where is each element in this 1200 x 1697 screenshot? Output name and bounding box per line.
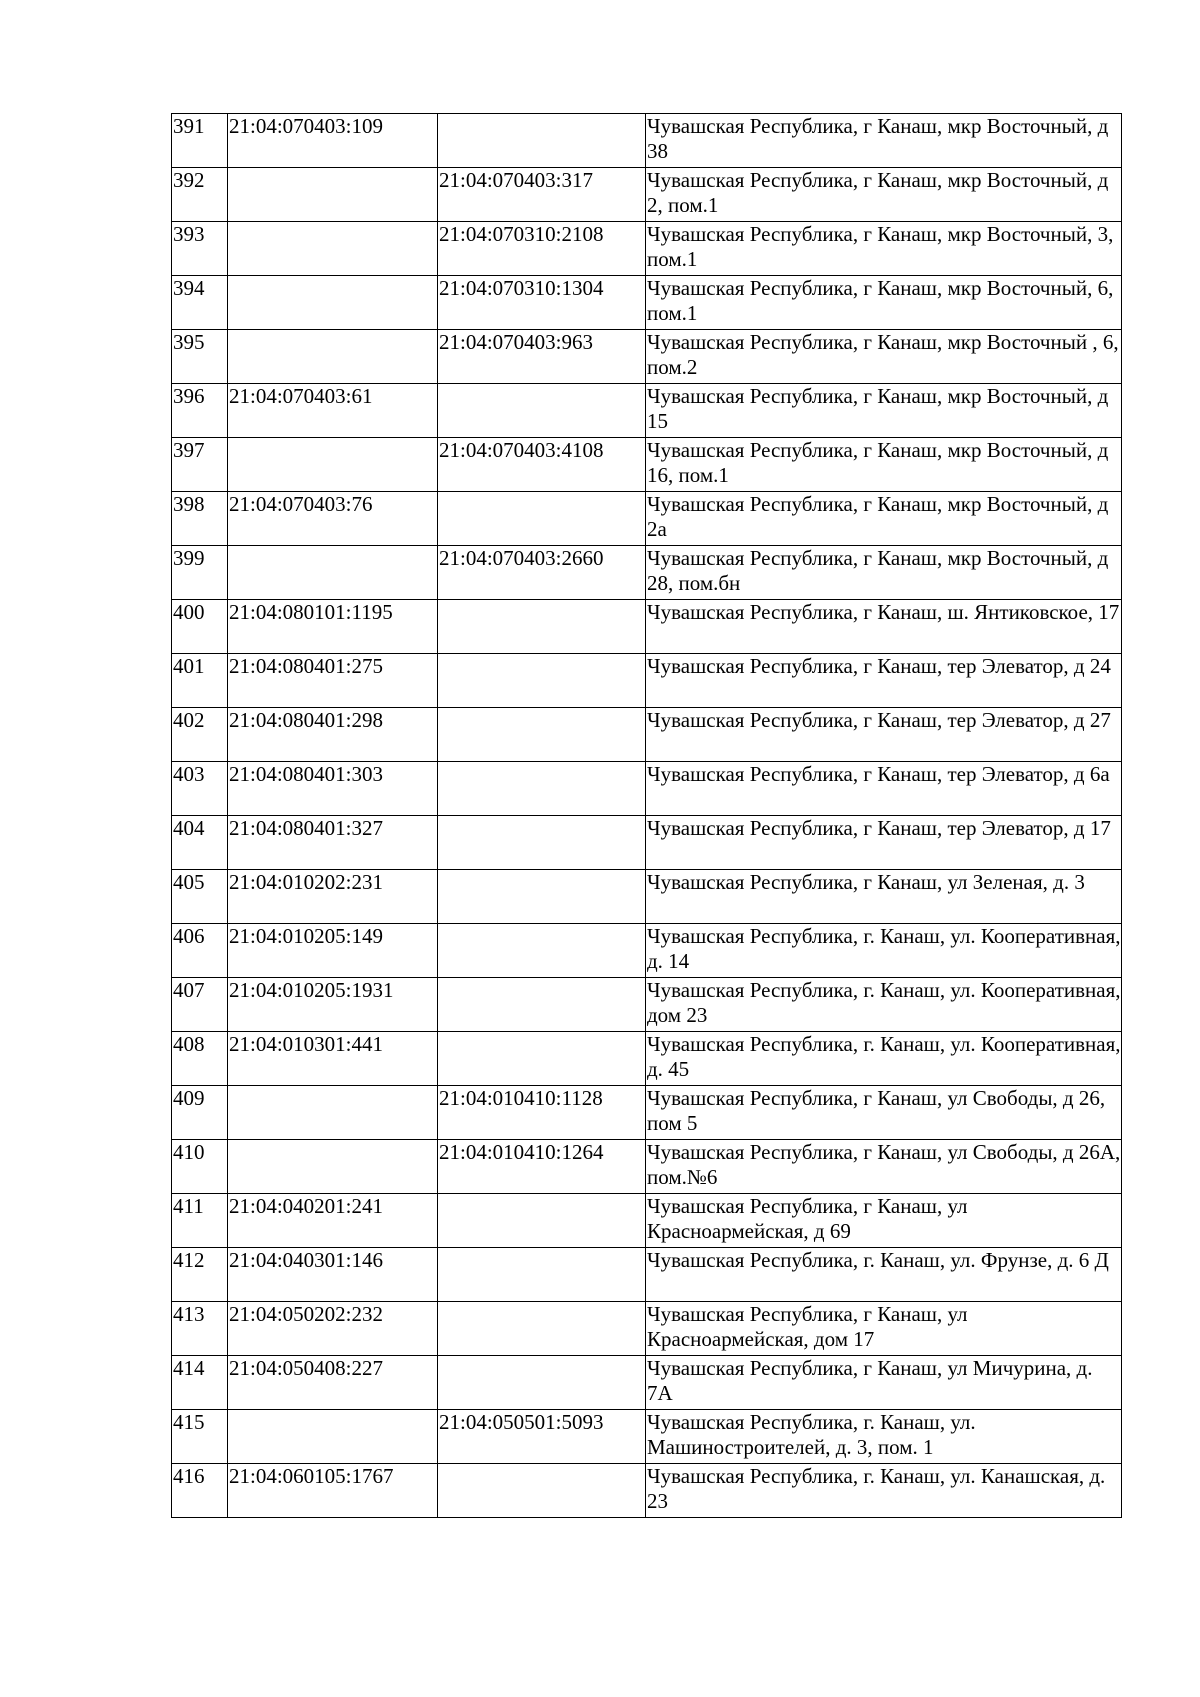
address-cell: Чувашская Республика, г Канаш, мкр Восточный, д 2, пом.1	[646, 168, 1122, 222]
address-cell: Чувашская Республика, г. Канаш, ул. Кооперативная, д. 45	[646, 1032, 1122, 1086]
premises-cadastral-number-cell: 21:04:070310:2108	[438, 222, 646, 276]
row-number-cell: 416	[172, 1464, 228, 1518]
premises-cadastral-number-cell	[438, 600, 646, 654]
cadastral-number-cell: 21:04:040301:146	[228, 1248, 438, 1302]
cadastral-number-cell: 21:04:010202:231	[228, 870, 438, 924]
table-row	[172, 1248, 1122, 1302]
row-number-cell: 407	[172, 978, 228, 1032]
row-number-cell: 393	[172, 222, 228, 276]
table-row	[172, 654, 1122, 708]
address-cell: Чувашская Республика, г Канаш, мкр Восточный, д 15	[646, 384, 1122, 438]
premises-cadastral-number-cell	[438, 1248, 646, 1302]
table-row	[172, 1194, 1122, 1248]
table-row	[172, 708, 1122, 762]
row-number-cell: 400	[172, 600, 228, 654]
cadastral-number-cell: 21:04:080401:327	[228, 816, 438, 870]
premises-cadastral-number-cell: 21:04:070403:2660	[438, 546, 646, 600]
row-number-cell: 410	[172, 1140, 228, 1194]
cadastral-number-cell: 21:04:010205:149	[228, 924, 438, 978]
address-cell: Чувашская Республика, г Канаш, ул Мичурина, д. 7А	[646, 1356, 1122, 1410]
address-cell: Чувашская Республика, г Канаш, мкр Восточный , 6, пом.2	[646, 330, 1122, 384]
cadastral-number-cell	[228, 1140, 438, 1194]
cadastral-number-cell	[228, 330, 438, 384]
premises-cadastral-number-cell: 21:04:050501:5093	[438, 1410, 646, 1464]
cadastral-number-cell: 21:04:080101:1195	[228, 600, 438, 654]
table-row	[172, 1140, 1122, 1194]
address-cell: Чувашская Республика, г. Канаш, ул. Кооперативная, д. 14	[646, 924, 1122, 978]
cadastral-number-cell	[228, 1086, 438, 1140]
premises-cadastral-number-cell	[438, 708, 646, 762]
row-number-cell: 404	[172, 816, 228, 870]
table-row	[172, 1464, 1122, 1518]
premises-cadastral-number-cell: 21:04:010410:1264	[438, 1140, 646, 1194]
cadastral-number-cell: 21:04:080401:303	[228, 762, 438, 816]
premises-cadastral-number-cell	[438, 1194, 646, 1248]
cadastral-number-cell	[228, 1410, 438, 1464]
cadastral-number-cell: 21:04:070403:76	[228, 492, 438, 546]
table-row	[172, 438, 1122, 492]
row-number-cell: 398	[172, 492, 228, 546]
address-cell: Чувашская Республика, г Канаш, ул Свободы, д 26А, пом.№6	[646, 1140, 1122, 1194]
address-cell: Чувашская Республика, г Канаш, ул Красноармейская, д 69	[646, 1194, 1122, 1248]
table-row	[172, 600, 1122, 654]
address-cell: Чувашская Республика, г Канаш, ул Свободы, д 26, пом 5	[646, 1086, 1122, 1140]
table-row	[172, 168, 1122, 222]
registry-table	[171, 113, 1122, 1518]
table-row	[172, 1356, 1122, 1410]
premises-cadastral-number-cell	[438, 1464, 646, 1518]
cadastral-number-cell	[228, 168, 438, 222]
row-number-cell: 413	[172, 1302, 228, 1356]
row-number-cell: 406	[172, 924, 228, 978]
row-number-cell: 412	[172, 1248, 228, 1302]
row-number-cell: 405	[172, 870, 228, 924]
premises-cadastral-number-cell	[438, 654, 646, 708]
premises-cadastral-number-cell	[438, 762, 646, 816]
registry-table-body	[172, 114, 1122, 1518]
table-row	[172, 978, 1122, 1032]
cadastral-number-cell: 21:04:070403:109	[228, 114, 438, 168]
table-row	[172, 384, 1122, 438]
cadastral-number-cell: 21:04:040201:241	[228, 1194, 438, 1248]
table-row	[172, 762, 1122, 816]
row-number-cell: 391	[172, 114, 228, 168]
table-row	[172, 330, 1122, 384]
premises-cadastral-number-cell	[438, 870, 646, 924]
premises-cadastral-number-cell	[438, 1032, 646, 1086]
premises-cadastral-number-cell	[438, 924, 646, 978]
premises-cadastral-number-cell: 21:04:070403:317	[438, 168, 646, 222]
row-number-cell: 392	[172, 168, 228, 222]
cadastral-number-cell: 21:04:080401:298	[228, 708, 438, 762]
address-cell: Чувашская Республика, г. Канаш, ул. Машиностроителей, д. 3, пом. 1	[646, 1410, 1122, 1464]
row-number-cell: 414	[172, 1356, 228, 1410]
row-number-cell: 411	[172, 1194, 228, 1248]
row-number-cell: 397	[172, 438, 228, 492]
cadastral-number-cell	[228, 276, 438, 330]
cadastral-number-cell: 21:04:070403:61	[228, 384, 438, 438]
address-cell: Чувашская Республика, г Канаш, мкр Восточный, д 38	[646, 114, 1122, 168]
cadastral-number-cell: 21:04:050202:232	[228, 1302, 438, 1356]
row-number-cell: 402	[172, 708, 228, 762]
row-number-cell: 408	[172, 1032, 228, 1086]
address-cell: Чувашская Республика, г Канаш, тер Элеватор, д 6а	[646, 762, 1122, 816]
table-row	[172, 1410, 1122, 1464]
cadastral-number-cell	[228, 222, 438, 276]
cadastral-number-cell: 21:04:010205:1931	[228, 978, 438, 1032]
address-cell: Чувашская Республика, г Канаш, мкр Восточный, 6, пом.1	[646, 276, 1122, 330]
table-row	[172, 492, 1122, 546]
premises-cadastral-number-cell: 21:04:070310:1304	[438, 276, 646, 330]
cadastral-number-cell: 21:04:010301:441	[228, 1032, 438, 1086]
table-row	[172, 114, 1122, 168]
premises-cadastral-number-cell	[438, 384, 646, 438]
row-number-cell: 399	[172, 546, 228, 600]
cadastral-number-cell: 21:04:050408:227	[228, 1356, 438, 1410]
table-row	[172, 1302, 1122, 1356]
address-cell: Чувашская Республика, г Канаш, ул Зеленая, д. 3	[646, 870, 1122, 924]
cadastral-number-cell	[228, 438, 438, 492]
row-number-cell: 395	[172, 330, 228, 384]
premises-cadastral-number-cell	[438, 1356, 646, 1410]
address-cell: Чувашская Республика, г Канаш, мкр Восточный, д 2а	[646, 492, 1122, 546]
table-row	[172, 870, 1122, 924]
row-number-cell: 396	[172, 384, 228, 438]
premises-cadastral-number-cell	[438, 816, 646, 870]
cadastral-number-cell: 21:04:080401:275	[228, 654, 438, 708]
row-number-cell: 415	[172, 1410, 228, 1464]
row-number-cell: 394	[172, 276, 228, 330]
cadastral-number-cell	[228, 546, 438, 600]
address-cell: Чувашская Республика, г Канаш, мкр Восточный, д 28, пом.бн	[646, 546, 1122, 600]
premises-cadastral-number-cell	[438, 114, 646, 168]
address-cell: Чувашская Республика, г Канаш, ш. Янтиковское, 17	[646, 600, 1122, 654]
address-cell: Чувашская Республика, г Канаш, мкр Восточный, 3, пом.1	[646, 222, 1122, 276]
address-cell: Чувашская Республика, г Канаш, тер Элеватор, д 27	[646, 708, 1122, 762]
row-number-cell: 403	[172, 762, 228, 816]
table-row	[172, 222, 1122, 276]
table-row	[172, 1086, 1122, 1140]
row-number-cell: 401	[172, 654, 228, 708]
table-row	[172, 924, 1122, 978]
address-cell: Чувашская Республика, г Канаш, тер Элеватор, д 17	[646, 816, 1122, 870]
row-number-cell: 409	[172, 1086, 228, 1140]
table-row	[172, 1032, 1122, 1086]
address-cell: Чувашская Республика, г. Канаш, ул. Канашская, д. 23	[646, 1464, 1122, 1518]
cadastral-number-cell: 21:04:060105:1767	[228, 1464, 438, 1518]
address-cell: Чувашская Республика, г Канаш, тер Элеватор, д 24	[646, 654, 1122, 708]
address-cell: Чувашская Республика, г. Канаш, ул. Кооперативная, дом 23	[646, 978, 1122, 1032]
address-cell: Чувашская Республика, г. Канаш, ул. Фрунзе, д. 6 Д	[646, 1248, 1122, 1302]
address-cell: Чувашская Республика, г Канаш, ул Красноармейская, дом 17	[646, 1302, 1122, 1356]
table-row	[172, 546, 1122, 600]
address-cell: Чувашская Республика, г Канаш, мкр Восточный, д 16, пом.1	[646, 438, 1122, 492]
premises-cadastral-number-cell	[438, 1302, 646, 1356]
table-row	[172, 276, 1122, 330]
premises-cadastral-number-cell: 21:04:010410:1128	[438, 1086, 646, 1140]
premises-cadastral-number-cell	[438, 978, 646, 1032]
premises-cadastral-number-cell: 21:04:070403:4108	[438, 438, 646, 492]
premises-cadastral-number-cell	[438, 492, 646, 546]
table-row	[172, 816, 1122, 870]
premises-cadastral-number-cell: 21:04:070403:963	[438, 330, 646, 384]
